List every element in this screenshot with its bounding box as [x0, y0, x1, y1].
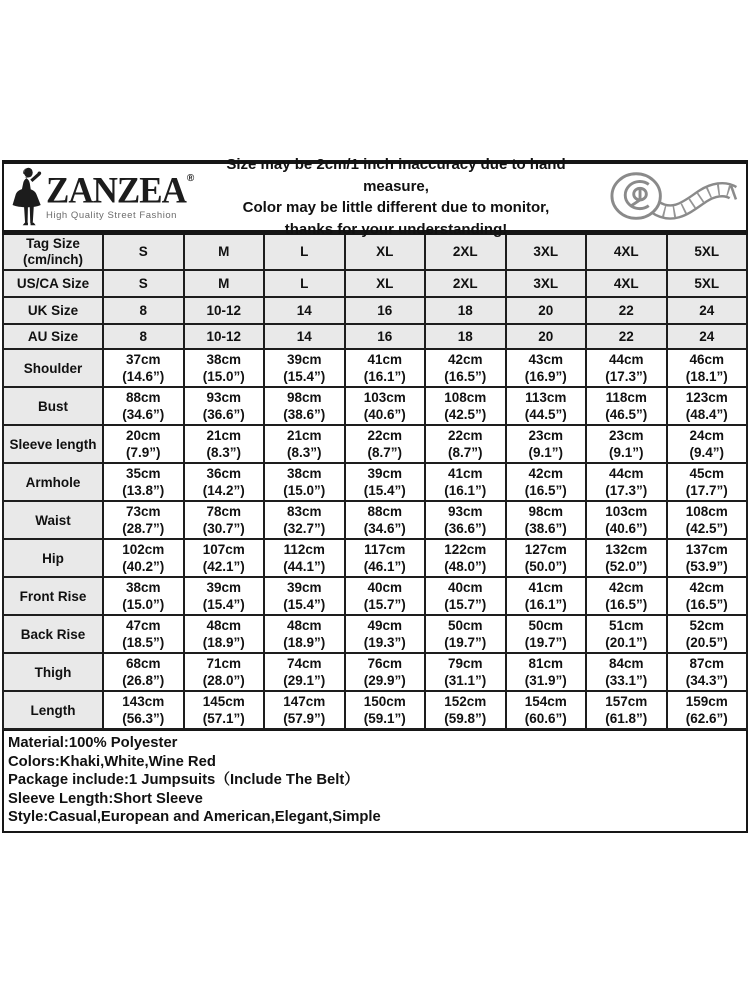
product-info-line-0: Material:100% Polyester	[8, 735, 178, 751]
size-value-cell: 2XL	[425, 234, 506, 271]
measurement-cell: 113cm (44.5”)	[506, 387, 587, 425]
measurement-cell: 93cm (36.6”)	[425, 501, 506, 539]
size-value-cell: 18	[425, 297, 506, 324]
product-info	[2, 730, 748, 833]
measure-row-back-rise	[3, 615, 747, 653]
size-row-3	[3, 324, 747, 349]
measurement-cell: 127cm (50.0”)	[506, 539, 587, 577]
size-row-2	[3, 297, 747, 324]
measurement-cell: 84cm (33.1”)	[586, 653, 667, 691]
row-label: UK Size	[3, 297, 103, 324]
measurement-cell: 103cm (40.6”)	[345, 387, 426, 425]
measurement-cell: 35cm (13.8”)	[103, 463, 184, 501]
size-value-cell: 20	[506, 324, 587, 349]
size-value-cell: 16	[345, 324, 426, 349]
measurement-cell: 88cm (34.6”)	[345, 501, 426, 539]
row-label: Front Rise	[3, 577, 103, 615]
size-value-cell: 16	[345, 297, 426, 324]
measurement-cell: 71cm (28.0”)	[184, 653, 265, 691]
measure-row-shoulder	[3, 349, 747, 387]
measurement-cell: 52cm (20.5”)	[667, 615, 748, 653]
measurement-cell: 22cm (8.7”)	[425, 425, 506, 463]
measure-row-sleeve-length	[3, 425, 747, 463]
measurement-cell: 21cm (8.3”)	[184, 425, 265, 463]
size-value-cell: 4XL	[586, 270, 667, 297]
measurement-cell: 159cm (62.6”)	[667, 691, 748, 729]
measurement-cell: 108cm (42.5”)	[425, 387, 506, 425]
size-row-1	[3, 270, 747, 297]
measurement-cell: 143cm (56.3”)	[103, 691, 184, 729]
product-info-line-1: Colors:Khaki,White,Wine Red	[8, 753, 216, 770]
row-label: US/CA Size	[3, 270, 103, 297]
size-value-cell: 14	[264, 297, 345, 324]
size-value-cell: 14	[264, 324, 345, 349]
row-label: AU Size	[3, 324, 103, 349]
row-label: Bust	[3, 387, 103, 425]
measure-row-hip	[3, 539, 747, 577]
measurement-cell: 42cm (16.5”)	[506, 463, 587, 501]
product-info-line-2: Package include:1 Jumpsuits（Include The Belt）	[8, 772, 360, 789]
measurement-cell: 73cm (28.7”)	[103, 501, 184, 539]
measurement-cell: 42cm (16.5”)	[586, 577, 667, 615]
woman-silhouette-icon	[10, 167, 44, 227]
measurement-cell: 50cm (19.7”)	[506, 615, 587, 653]
measurement-cell: 41cm (16.1”)	[345, 349, 426, 387]
disclaimer-line-2: Color may be little different due to monitor,	[242, 199, 550, 216]
size-value-cell: 22	[586, 297, 667, 324]
measurement-cell: 39cm (15.4”)	[264, 349, 345, 387]
measure-row-armhole	[3, 463, 747, 501]
brand-tagline: High Quality Street Fashion	[46, 210, 178, 222]
measurement-cell: 88cm (34.6”)	[103, 387, 184, 425]
product-info-line-3: Sleeve Length:Short Sleeve	[8, 790, 203, 807]
measurement-cell: 118cm (46.5”)	[586, 387, 667, 425]
size-value-cell: M	[184, 234, 265, 271]
measurement-cell: 122cm (48.0”)	[425, 539, 506, 577]
measurement-cell: 39cm (15.4”)	[184, 577, 265, 615]
header-strip	[2, 156, 748, 238]
measurement-cell: 47cm (18.5”)	[103, 615, 184, 653]
size-disclaimer	[188, 154, 604, 240]
size-value-cell: XL	[345, 270, 426, 297]
measurement-cell: 46cm (18.1”)	[667, 349, 748, 387]
size-value-cell: 10-12	[184, 324, 265, 349]
measurement-cell: 150cm (59.1”)	[345, 691, 426, 729]
measurement-cell: 81cm (31.9”)	[506, 653, 587, 691]
registered-trademark: ®	[186, 173, 195, 185]
measurement-cell: 83cm (32.7”)	[264, 501, 345, 539]
measurement-cell: 36cm (14.2”)	[184, 463, 265, 501]
measurement-cell: 20cm (7.9”)	[103, 425, 184, 463]
brand-text-block	[46, 170, 195, 222]
size-value-cell: 8	[103, 297, 184, 324]
measurement-cell: 41cm (16.1”)	[425, 463, 506, 501]
size-value-cell: M	[184, 270, 265, 297]
size-value-cell: 18	[425, 324, 506, 349]
measurement-cell: 147cm (57.9”)	[264, 691, 345, 729]
measurement-cell: 154cm (60.6”)	[506, 691, 587, 729]
measurement-cell: 38cm (15.0”)	[103, 577, 184, 615]
row-label: Waist	[3, 501, 103, 539]
measurement-cell: 22cm (8.7”)	[345, 425, 426, 463]
size-table	[2, 232, 748, 730]
brand-name: ZANZEA	[46, 170, 186, 212]
size-value-cell: 3XL	[506, 270, 587, 297]
measurement-cell: 41cm (16.1”)	[506, 577, 587, 615]
measure-row-waist	[3, 501, 747, 539]
measurement-cell: 108cm (42.5”)	[667, 501, 748, 539]
measurement-cell: 50cm (19.7”)	[425, 615, 506, 653]
measuring-tape-icon	[604, 166, 740, 228]
measurement-cell: 51cm (20.1”)	[586, 615, 667, 653]
row-label: Hip	[3, 539, 103, 577]
measurement-cell: 107cm (42.1”)	[184, 539, 265, 577]
measurement-cell: 145cm (57.1”)	[184, 691, 265, 729]
measurement-cell: 43cm (16.9”)	[506, 349, 587, 387]
size-value-cell: 8	[103, 324, 184, 349]
measurement-cell: 98cm (38.6”)	[264, 387, 345, 425]
measurement-cell: 74cm (29.1”)	[264, 653, 345, 691]
measurement-cell: 102cm (40.2”)	[103, 539, 184, 577]
measurement-cell: 40cm (15.7”)	[345, 577, 426, 615]
size-value-cell: 10-12	[184, 297, 265, 324]
size-value-cell: 2XL	[425, 270, 506, 297]
size-value-cell: S	[103, 234, 184, 271]
measurement-cell: 23cm (9.1”)	[586, 425, 667, 463]
measurement-cell: 39cm (15.4”)	[264, 577, 345, 615]
measurement-cell: 23cm (9.1”)	[506, 425, 587, 463]
measurement-cell: 40cm (15.7”)	[425, 577, 506, 615]
measurement-cell: 93cm (36.6”)	[184, 387, 265, 425]
measurement-cell: 44cm (17.3”)	[586, 463, 667, 501]
measurement-cell: 157cm (61.8”)	[586, 691, 667, 729]
measurement-cell: 103cm (40.6”)	[586, 501, 667, 539]
size-table-body	[3, 234, 747, 730]
measurement-cell: 152cm (59.8”)	[425, 691, 506, 729]
measurement-cell: 76cm (29.9”)	[345, 653, 426, 691]
brand-logo	[10, 167, 195, 227]
size-value-cell: S	[103, 270, 184, 297]
measurement-cell: 87cm (34.3”)	[667, 653, 748, 691]
measure-row-bust	[3, 387, 747, 425]
top-whitespace	[0, 0, 750, 160]
measurement-cell: 49cm (19.3”)	[345, 615, 426, 653]
measure-row-front-rise	[3, 577, 747, 615]
measure-row-thigh	[3, 653, 747, 691]
row-label: Armhole	[3, 463, 103, 501]
row-label: Back Rise	[3, 615, 103, 653]
measurement-cell: 123cm (48.4”)	[667, 387, 748, 425]
measurement-cell: 132cm (52.0”)	[586, 539, 667, 577]
size-value-cell: L	[264, 234, 345, 271]
measurement-cell: 37cm (14.6”)	[103, 349, 184, 387]
measurement-cell: 21cm (8.3”)	[264, 425, 345, 463]
measurement-cell: 48cm (18.9”)	[264, 615, 345, 653]
size-value-cell: L	[264, 270, 345, 297]
row-label: Thigh	[3, 653, 103, 691]
size-value-cell: 24	[667, 297, 748, 324]
row-label: Shoulder	[3, 349, 103, 387]
size-value-cell: 3XL	[506, 234, 587, 271]
measurement-cell: 24cm (9.4”)	[667, 425, 748, 463]
product-info-line-4: Style:Casual,European and American,Elegant,Simple	[8, 809, 381, 826]
size-value-cell: 5XL	[667, 270, 748, 297]
measurement-cell: 45cm (17.7”)	[667, 463, 748, 501]
size-value-cell: 24	[667, 324, 748, 349]
measure-row-length	[3, 691, 747, 729]
measurement-cell: 117cm (46.1”)	[345, 539, 426, 577]
size-value-cell: 20	[506, 297, 587, 324]
measurement-cell: 68cm (26.8”)	[103, 653, 184, 691]
row-label: Sleeve length	[3, 425, 103, 463]
size-value-cell: 22	[586, 324, 667, 349]
measurement-cell: 78cm (30.7”)	[184, 501, 265, 539]
row-label: Tag Size (cm/inch)	[3, 234, 103, 271]
measurement-cell: 98cm (38.6”)	[506, 501, 587, 539]
size-value-cell: 4XL	[586, 234, 667, 271]
measurement-cell: 48cm (18.9”)	[184, 615, 265, 653]
row-label: Length	[3, 691, 103, 729]
measurement-cell: 42cm (16.5”)	[667, 577, 748, 615]
measurement-cell: 44cm (17.3”)	[586, 349, 667, 387]
measurement-cell: 38cm (15.0”)	[184, 349, 265, 387]
disclaimer-line-1: Size may be 2cm/1 inch inaccuracy due to hand measure,	[226, 156, 566, 195]
measurement-cell: 79cm (31.1”)	[425, 653, 506, 691]
measurement-cell: 42cm (16.5”)	[425, 349, 506, 387]
disclaimer-line-3: thanks for your understanding!	[284, 220, 508, 238]
measurement-cell: 112cm (44.1”)	[264, 539, 345, 577]
measurement-cell: 137cm (53.9”)	[667, 539, 748, 577]
size-value-cell: XL	[345, 234, 426, 271]
measurement-cell: 39cm (15.4”)	[345, 463, 426, 501]
measurement-cell: 38cm (15.0”)	[264, 463, 345, 501]
size-value-cell: 5XL	[667, 234, 748, 271]
